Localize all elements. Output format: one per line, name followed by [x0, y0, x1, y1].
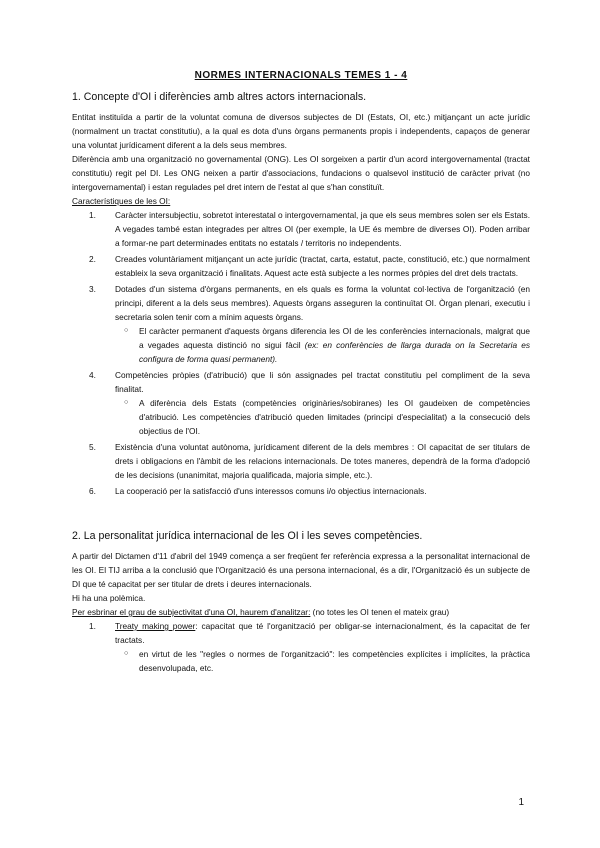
section-2-heading: 2. La personalitat jurídica internacional de les OI i les seves competències.	[72, 530, 423, 542]
analyze-label: Per esbrinar el grau de subjectivitat d'una OI, haurem d'analitzar:	[72, 607, 311, 617]
list-item-number: 1.	[89, 210, 96, 220]
sub-list-item-text: El caràcter permanent d'aquests òrgans diferencia les OI de les conferències internacionals, malgrat que a vegades aquesta distinció no sigui fàcil	[139, 326, 530, 350]
list-item	[89, 440, 530, 482]
section-1-heading: 1. Concepte d'OI i diferències amb altres actors internacionals.	[72, 91, 367, 103]
sub-list	[115, 647, 530, 675]
section-2-paragraph-1: A partir del Dictamen d'11 d'abril del 1949 comença a ser freqüent fer referència expressa a la personalitat internacional de les OI. El TIJ arriba a la conclusió que l'Organització és una persona internacional, és a dir, l'Organització és un subjecte de DI que té capacitat per ser titular de drets i deures internacionals.	[72, 551, 530, 589]
list-item-text: La cooperació per la satisfacció d'uns interessos comuns i/o objectius internacionals.	[115, 486, 427, 496]
list-item	[89, 282, 530, 366]
circle-bullet-icon: ○	[124, 399, 129, 406]
analyze-note: (no totes les OI tenen el mateix grau)	[310, 607, 450, 617]
list-item-text: Existència d'una voluntat autònoma, jurídicament diferent de la dels membres : OI capacitat de ser titulars de drets i obligacions en l'àmbit de les relacions internacionals. De totes maneres, dependrà de la forma d'adopció de les decisions (unanimitat, majoria qualificada, majoria simple, etc.).	[115, 442, 530, 480]
list-item-number: 6.	[89, 486, 96, 496]
section-1-paragraph-1: Entitat instituïda a partir de la voluntat comuna de diversos subjectes de DI (Estats, OI, etc.) mitjançant un acte jurídic (normalment un tractat constitutiu), a la qual es dota d'uns òrgans permanents propis i independents, capaços de generar una voluntat jurídicament diferent a la dels seus membres.	[72, 112, 530, 150]
section-2-paragraph-2: Hi ha una polèmica.	[72, 593, 146, 603]
section-1-paragraph-2: Diferència amb una organització no governamental (ONG). Les OI sorgeixen a partir d'un acord intergovernamental (tractat constitutiu) regit pel DI. Les ONG neixen a partir d'associacions, fundacions o qualsevol institució de caràcter privat (no intergovernamental) i estan regulades pel dret intern de l'estat al que s'han constituït.	[72, 154, 530, 192]
characteristics-label: Característiques de les OI:	[72, 196, 171, 206]
list-item	[89, 252, 530, 280]
list-item-number: 2.	[89, 254, 96, 264]
sub-list-item	[124, 396, 530, 438]
sub-list-item-italic: (ex: en conferències de llarga durada on la Secretaria es configura de forma quasi permanent).	[139, 340, 530, 364]
treaty-making-power-label: Treaty making power	[115, 621, 196, 631]
circle-bullet-icon: ○	[124, 650, 129, 657]
list-item-text: Creades voluntàriament mitjançant un acte jurídic (tractat, carta, estatut, pacte, constitució, etc.) que normalment estableix la seva organització i finalitats. Aquest acte està subjecte a les normes pròpies del dret dels tractats.	[115, 254, 530, 278]
sub-list	[115, 324, 530, 366]
sub-list	[115, 396, 530, 438]
list-item-number: 1.	[89, 621, 96, 631]
list-item	[89, 368, 530, 438]
document-title: NORMES INTERNACIONALS TEMES 1 - 4	[194, 70, 408, 81]
list-item	[89, 208, 530, 250]
sub-list-item	[124, 647, 530, 675]
sub-list-item-text: en virtut de les "regles o normes de l'organització": les competències explícites i implícites, la pràctica desenvolupada, etc.	[139, 649, 530, 673]
list-item-number: 4.	[89, 370, 96, 380]
list-item	[89, 484, 530, 498]
list-item-text: : capacitat que té l'organització per obligar-se internacionalment, és la capacitat de fer tractats.	[115, 621, 530, 645]
list-item-text: Dotades d'un sistema d'òrgans permanents, en els quals es forma la voluntat col·lectiva de l'organització (en principi, diferent a la dels seus membres). Aquests òrgans asseguren la continuïtat OI. Òrgan plenari, executiu i secretaria solen tenir com a mínim aquests òrgans.	[115, 284, 530, 322]
document-page	[72, 70, 530, 677]
list-item	[89, 619, 530, 675]
list-item-text: Competències pròpies (d'atribució) que li són assignades pel tractat constitutiu pel compliment de la seva finalitat.	[115, 370, 530, 394]
circle-bullet-icon: ○	[124, 327, 129, 334]
analyze-line	[72, 605, 530, 619]
list-item-number: 3.	[89, 284, 96, 294]
list-item-text: Caràcter intersubjectiu, sobretot interestatal o intergovernamental, ja que els seus membres solen ser els Estats. A vegades també estan integrades per altres OI (per exemple, la UE és membre de diverses OI). Poden arribar a formar-ne part determinades entitats no estatals / territoris no independents.	[115, 210, 530, 248]
characteristics-list	[72, 208, 530, 498]
subjectivity-list	[72, 619, 530, 675]
sub-list-item	[124, 324, 530, 366]
sub-list-item-text: A diferència dels Estats (competències originàries/sobiranes) les OI gaudeixen de competències d'atribució. Les competències d'atribució queden limitades (principi d'especialitat) a la consecució dels objectius de l'OI.	[139, 398, 530, 436]
list-item-number: 5.	[89, 442, 96, 452]
page-number: 1	[518, 797, 524, 808]
